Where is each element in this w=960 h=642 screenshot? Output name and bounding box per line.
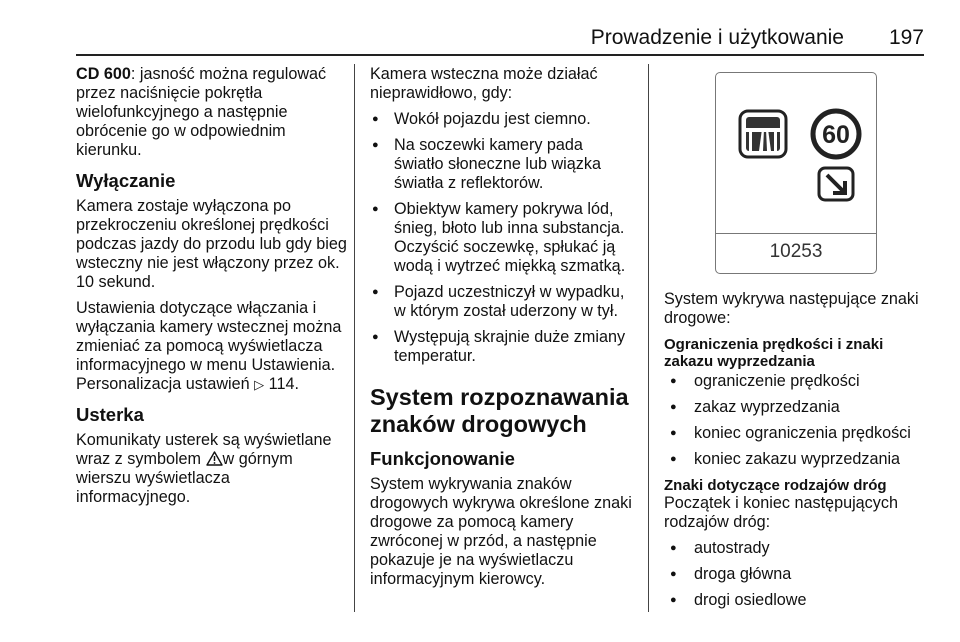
traffic-signs-illustration [716,73,876,233]
list-item: ● Na soczewki kamery pada światło słoneczne lub wiązka światła z reflektorów. [370,136,636,193]
off-paragraph-2 [76,299,348,394]
list-item: ● droga główna [664,565,926,584]
list-item: ● drogi osiedlowe [664,591,926,610]
column-divider-1 [354,64,355,612]
intro-text: : jasność można regulować przez naciśnięcie pokrętła wielofunkcyjnego a następnie obrócenie go w odpowiednim kierunku. [76,65,327,159]
list-item: ● Wokół pojazdu jest ciemno. [370,110,636,129]
traffic-sign-display-figure [715,72,877,274]
subheading-road-types: Znaki dotyczące rodzajów dróg [664,477,887,494]
malfunction-list [370,110,636,366]
detected-signs-intro: System wykrywa następujące znaki drogowe: [664,290,919,327]
page-reference-arrow-icon: ▷ [254,377,265,392]
fault-text-a: Komunikaty usterek są wyświetlane wraz z symbolem [76,431,332,468]
list-item: ● Obiektyw kamery pokrywa lód, śnieg, błoto lub inna substancja. Oczyścić soczewkę, spłukać ją wodą i wytrzeć miękką szmatką. [370,200,636,276]
speed-limit-value: 60 [822,121,850,149]
list-item: ● zakaz wyprzedzania [664,398,926,417]
subheading-speed-overtaking: Ograniczenia prędkości i znaki zakazu wyprzedzania [664,336,884,370]
page-number: 197 [888,26,924,49]
list-item: ● koniec zakazu wyprzedzania [664,450,926,469]
heading-wylaczanie: Wyłączanie [76,170,176,191]
off-paragraph-1: Kamera zostaje wyłączona po przekroczeniu określonej prędkości podczas jazdy do przodu lub gdy bieg wsteczny nie jest włączony przez ok. 10 sekund. [76,197,347,291]
column-1 [76,65,348,507]
header-rule [76,54,924,56]
function-paragraph: System wykrywania znaków drogowych wykrywa określone znaki drogowe za pomocą kamery zwróconej w przód, a następnie pokazuje je na wyświetlaczu informacyjnym kierowcy. [370,475,632,588]
road-types-list [664,539,926,610]
off-paragraph-2-text: Ustawienia dotyczące włączania i wyłączania kamery wstecznej można zmieniać za pomocą wyświetlacza informacyjnego w menu Ustawienia. Personalizacja ustawień [76,299,342,393]
direction-arrow-sign-icon [819,168,853,200]
page-header [76,26,924,52]
figure-divider [716,233,876,234]
column-2 [370,65,636,589]
list-item: ● Występują skrajnie duże zmiany temperatur. [370,328,636,366]
road-types-intro: Początek i koniec następujących rodzajów dróg: [664,494,898,531]
heading-usterka: Usterka [76,404,144,425]
motorway-sign-icon [740,111,786,157]
header-title: Prowadzenie i użytkowanie [590,26,844,49]
list-item: ● autostrady [664,539,926,558]
malfunction-intro: Kamera wsteczna może działać nieprawidłowo, gdy: [370,65,598,102]
warning-triangle-icon [206,451,223,466]
fault-text-b: w górnym wierszu wyświetlacza informacyjnego. [76,450,293,506]
cd600-label: CD 600 [76,65,131,83]
page-reference-link[interactable]: 114. [268,375,299,393]
intro-paragraph [76,65,348,160]
list-item: ● Pojazd uczestniczył w wypadku, w którym został uderzony w tył. [370,283,636,321]
list-item: ● koniec ograniczenia prędkości [664,424,926,443]
column-3 [664,290,926,610]
list-item: ● ograniczenie prędkości [664,372,926,391]
fault-paragraph [76,431,348,507]
speed-signs-list [664,372,926,469]
column-divider-2 [648,64,649,612]
heading-funkcjonowanie: Funkcjonowanie [370,448,515,469]
figure-code: 10253 [769,241,823,262]
section-title: System rozpoznawania znaków drogowych [370,384,629,437]
